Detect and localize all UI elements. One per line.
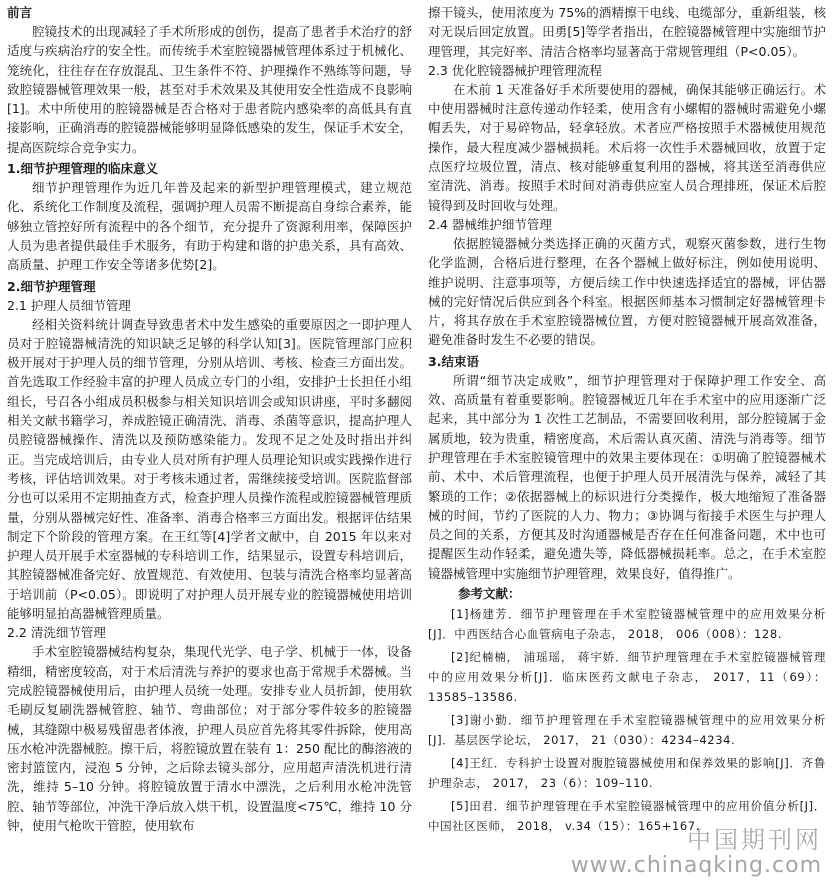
watermark-chinese-name: 中国期刊网: [687, 826, 822, 854]
continued-paragraph: 擦干镜头，使用浓度为 75%的酒精擦干电线、电缆部分，重新组装，核对无误后回定放置。田勇[5]等学者指出，在腔镜器械管理中实施细节护理管理，其完好率、清洁合格率均显著高于常规管理组（P<0.05）。: [428, 5, 826, 59]
section-2-3-heading: 2.3 优化腔镜器械护理管理流程: [428, 62, 602, 78]
reference-item: [4]王红．专科护士设置对腹腔镜器械使用和保养效果的影响[J]．齐鲁护理杂志， 2017， 23（6）：109–110.: [428, 756, 826, 791]
section-2-1-paragraph: 经相关资料统计调查导致患者术中发生感染的重要原因之一即护理人员对于腔镜器械清洗的知识缺乏足够的科学认知[3]。医院管理部门应积极开展对于护理人员的细节管理，分别从培训、考核、检查三方面出发。首先选取工作经验丰富的护理人员成立专门的小组，安排护士长担任小组组长，号召各小组成员积极参与相关知识培训会或知识讲座，平时多翻阅相关文献书籍学习，养成腔镜正确清洗、消毒、杀菌等意识，提高护理人员腔镜器械操作、清洗以及预防感染能力。发现不足之处及时指出并纠正。当完成培训后，由专业人员对所有护理人员理论知识或实践操作进行考核，评估培训效果。对于考核未通过者，需继续接受培训。医院监督部分也可以采用不定期抽查方式，检查护理人员操作流程或腔镜器械管理质量，分别从器械完好性、准备率、消毒合格率三方面出发。根据评估结果制定下个阶段的管理方案。在王红等[4]学者文献中，自 2015 年以来对护理人员开展手术室器械的专科培训工作，结果显示，设置专科培训后，其腔镜器械准备完好、放置规范、有效使用、包装与清洗合格率均显著高于培训前（P<0.05）。即说明了对护理人员开展专业的腔镜器械使用培训能够明显拍高器械管理质量。: [7, 316, 412, 622]
section-2-2-paragraph: 手术室腔镜器械结构复杂，集现代光学、电子学、机械于一体，设备精细，精密度较高，对于术后清洗与养护的要求也高于常规手术器械。当完成腔镜器械使用后，由护理人员统一处理。安排专业人员折卸，使用软毛刷反复刷洗器械管腔、轴节、弯曲部位；对于部分零件较多的腔镜器械，其缝隙中极易残留患者体液，护理人员应首先将其零件拆除，使用高压水枪冲洗器械腔。擦干后，将腔镜放置在装有 1：250 配比的酶溶液的密封篮筐内，浸泡 5 分钟，之后除去镜头部分，应用超声清洗机进行清洗，维持 5–10 分钟。将腔镜放置于清水中漂洗，之后利用水枪冲洗管腔、轴节等部位，冲洗干净后放入烘干机，设置温度<75℃，维持 10 分钟，使用气枪吹干管腔，使用软布: [7, 644, 412, 833]
left-column: [7, 3, 412, 835]
reference-item: [2]纪楠楠， 浦瑶瑶， 蒋宇娇．细节护理管理在手术室腔镜器械管理中的应用效果分析[J]．临床医药文献电子杂志， 2017，11（69）：13585–13586.: [428, 650, 826, 705]
references-heading: 参考文献：: [458, 586, 521, 602]
section-1-heading: 1.细节护理管理的临床意义: [7, 161, 158, 177]
reference-item: [1]杨建芳．细节护理管理在手术室腔镜器械管理中的应用效果分析[J]．中西医结合心血管病电子杂志， 2018， 006（008）：128.: [428, 607, 826, 642]
reference-item: [5]田君．细节护理管理在手术室腔镜器械管理中的应用价值分析[J]．中国社区医师， 2018， v.34（15）：165+167.: [428, 799, 826, 834]
reference-item: [3]谢小勤．细节护理管理在手术室腔镜器械管理中的应用效果分析[J]．基层医学论坛， 2017， 21（030）：4234–4234.: [428, 713, 826, 748]
preface-paragraph: 腔镜技术的出现减轻了手术所形成的创伤，提高了患者手术治疗的舒适度与疾病治疗的安全性。而传统手术室腔镜器械管理体系过于机械化、笼统化，往往存在存放混乱、卫生条件不符、护理操作不熟练等问题，导致腔镜器械管理效果一般，甚至对手术效果及其使用安全性造成不良影响[1]。术中所使用的腔镜器械是否合格对于患者院内感染率的高低具有直接影响，正确消毒的腔镜器械能够明显降低感染的发生，保证手术安全，提高医院综合竞争实力。: [7, 24, 412, 155]
section-2-2-heading: 2.2 清洗细节管理: [7, 625, 106, 641]
preface-heading: 前言: [7, 5, 33, 20]
section-3-paragraph: 所谓“细节决定成败”，细节护理管理对于保障护理工作安全、高效、高质量有着重要影响。腔镜器械近几年在手术室中的应用逐渐广泛起来，其中部分为 1 次性工艺制品，不需要回收利用，部分腔镜属于金属质地，较为贵重，精密度高，术后需认真灭菌、清洗与消毒等。细节护理管理在手术室腔镜管理中的效果主要体现在：①明确了腔镜器械术前、术中、术后管理流程，也便于护理人员开展清洗与保养，减轻了其繁琐的工作；②依据器械上的标识进行分类操作，极大地缩短了准备器械的时间，节约了医院的人力、物力；③协调与衔接手术医生与护理人员之间的关系，方便其及时沟通器械是否存在任何准备问题，术中也可提醒医生动作轻柔，避免遗失等，降低器械损耗率。总之，在手术室腔镜器械管理中实施细节护理管理，效果良好，值得推广。: [428, 372, 826, 581]
section-3-heading: 3.结束语: [428, 353, 479, 369]
section-2-4-heading: 2.4 器械维护细节管理: [428, 216, 552, 232]
section-2-4-paragraph: 依据腔镜器械分类选择正确的灭菌方式，观察灭菌参数，进行生物化学监测，合格后进行整理，在各个器械上做好标注，例如使用说明、维护说明、注意事项等，方便后续工作中快速选择适宜的器械，评估器械的完好情况后供应到各个科室。根据医师基本习惯制定好器械管理卡片，将其存放在手术室腔镜器械位置，方便对腔镜器械开展高效准备，避免准备时发生不必要的错误。: [428, 235, 826, 348]
watermark-url: www.chinaqking.com: [570, 853, 822, 878]
right-column: [428, 3, 826, 839]
section-2-1-heading: 2.1 护理人员细节管理: [7, 297, 131, 313]
section-2-heading: 2.细节护理管理: [7, 278, 96, 294]
section-2-3-paragraph: 在术前 1 天准备好手术所要使用的器械，确保其能够正确运行。术中使用器械时注意传递动作轻柔，使用含有小螺帽的器械时需避免小螺帽丢失，对于易碎物品，轻拿轻放。术者应严格按照手术器械使用规范操作，最大程度减少器械损耗。术后将一次性手术器械回收，放置于定点医疗垃圾位置，清点、核对能够重复利用的器械，将其送至消毒供应室清洗、消毒。按照手术时间对消毒供应室人员合理排班，保证术后腔镜得到及时回收与处理。: [428, 81, 826, 213]
section-1-paragraph: 细节护理管理作为近几年普及起来的新型护理管理模式，建立规范化、系统化工作制度及流程，强调护理人员需不断提高自身综合素养，能够独立管控好所有流程中的各个细节，充分提升了资源利用率，保障医护人员为患者提供最佳手术服务，有助于构建和谐的护患关系，具有高效、高质量、护理工作安全等诸多优势[2]。: [7, 180, 412, 273]
